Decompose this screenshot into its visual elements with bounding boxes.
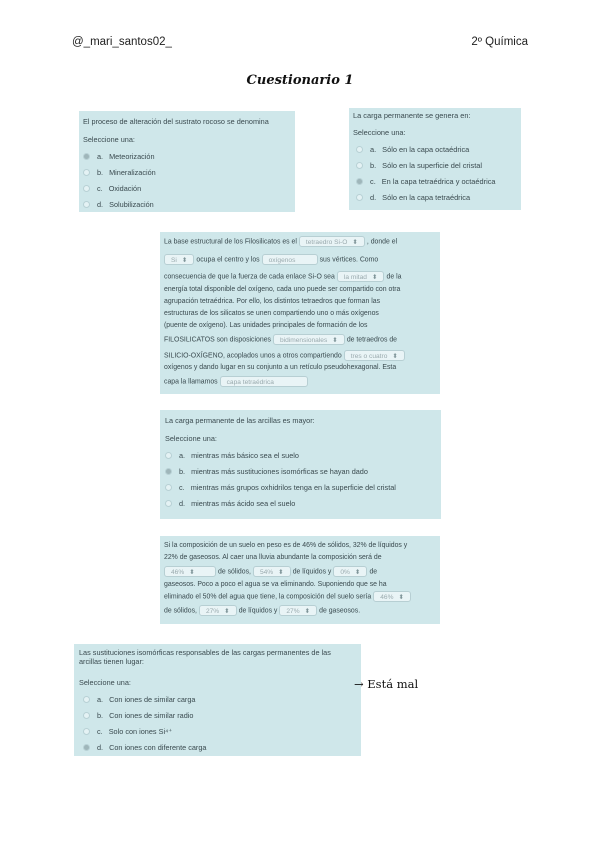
option-a[interactable]: a. mientras más básico sea el suelo: [165, 447, 437, 463]
page-title: Cuestionario 1: [246, 73, 354, 88]
course-label: 2º Química: [471, 36, 528, 48]
question-3: [160, 232, 440, 394]
cloze-text: agrupación tetraédrica. Por ello, los distintos tetraedros que forman las: [164, 297, 381, 305]
answer-dropdown[interactable]: 54% ⬍: [253, 566, 291, 577]
author-handle: @_mari_santos02_: [72, 36, 172, 48]
chevron-down-icon: ⬍: [398, 594, 404, 602]
cloze-text: de sólidos,: [218, 568, 251, 576]
chevron-down-icon: ⬍: [278, 569, 284, 577]
cloze-text: , donde el: [366, 238, 398, 246]
chevron-down-icon: ⬍: [189, 569, 195, 577]
radio-icon[interactable]: [356, 146, 363, 153]
cloze-text: de la: [386, 273, 402, 281]
question-5: [160, 536, 440, 624]
chevron-down-icon: ⬍: [371, 274, 378, 282]
radio-icon[interactable]: [83, 169, 90, 176]
radio-icon[interactable]: [83, 153, 90, 160]
cloze-text: de tetraedros de: [346, 336, 397, 344]
question-2: [349, 108, 521, 210]
cloze-text: de líquidos y: [238, 607, 278, 614]
cloze-text: sus vértices. Como: [319, 255, 379, 263]
question-text: La carga permanente de las arcillas es mayor:: [165, 416, 315, 425]
answer-dropdown[interactable]: 0% ⬍: [333, 566, 367, 577]
cloze-text: gaseosos. Poco a poco el agua se va eliminando. Suponiendo que se ha: [164, 580, 387, 588]
radio-icon[interactable]: [356, 178, 363, 185]
answer-dropdown[interactable]: tres o cuatro ⬍: [344, 350, 405, 361]
radio-icon[interactable]: [83, 744, 90, 751]
answer-input[interactable]: oxígenos: [262, 254, 318, 265]
radio-icon[interactable]: [83, 201, 90, 208]
option-a[interactable]: a. Con iones de similar carga: [79, 691, 357, 707]
answer-dropdown[interactable]: bidimensionales ⬍: [273, 334, 345, 345]
cloze-text: energía total disponible del oxígeno, cada uno puede ser compartido con otra: [164, 285, 401, 293]
answer-dropdown[interactable]: tetraedro Si-O ⬍: [299, 236, 365, 247]
select-prompt: Seleccione una:: [79, 678, 131, 688]
cloze-text: SILICIO-OXÍGENO, acoplados unos a otros compartiendo: [164, 352, 342, 360]
chevron-down-icon: ⬍: [224, 607, 230, 615]
select-prompt: Seleccione una:: [353, 128, 406, 138]
radio-icon[interactable]: [83, 728, 90, 735]
cloze-text: de gaseosos.: [319, 607, 361, 614]
option-d[interactable]: d. Solubilización: [83, 196, 291, 212]
cloze-text: FILOSILICATOS son disposiciones: [164, 336, 271, 344]
cloze-text: Si la composición de un suelo en peso es de 46% de sólidos, 32% de líquidos y: [164, 542, 408, 549]
option-a[interactable]: a. Meteorización: [83, 148, 291, 164]
option-c[interactable]: c. En la capa tetraédrica y octaédrica: [353, 174, 517, 190]
question-6: [74, 644, 361, 756]
option-b[interactable]: b. mientras más sustituciones isomórficas se hayan dado: [165, 463, 437, 479]
radio-icon[interactable]: [356, 162, 363, 169]
cloze-text: consecuencia de que la fuerza de cada enlace Si-O sea: [164, 273, 335, 281]
radio-icon[interactable]: [165, 500, 172, 507]
cloze-text: oxígenos y dando lugar en su conjunto a un retículo pseudohexagonal. Esta: [164, 364, 397, 372]
select-prompt: Seleccione una:: [165, 434, 217, 444]
cloze-text: de líquidos y: [292, 568, 332, 576]
radio-icon[interactable]: [356, 194, 363, 201]
chevron-down-icon: ⬍: [304, 607, 311, 615]
radio-icon[interactable]: [165, 484, 172, 491]
radio-icon[interactable]: [83, 185, 90, 192]
question-1: [79, 111, 295, 212]
chevron-down-icon: ⬍: [352, 239, 358, 246]
radio-icon[interactable]: [165, 468, 172, 475]
option-c[interactable]: c. mientras más grupos oxhidrilos tenga en la superficie del cristal: [165, 479, 437, 495]
radio-icon[interactable]: [83, 696, 90, 703]
option-b[interactable]: b. Sólo en la superficie del cristal: [353, 158, 517, 174]
question-text: La carga permanente se genera en:: [353, 111, 471, 120]
cloze-text: La base estructural de los Filosilicatos es el: [164, 238, 297, 246]
chevron-down-icon: ⬍: [181, 256, 188, 264]
select-prompt: Seleccione una:: [83, 135, 135, 145]
answer-input[interactable]: capa tetraédrica: [220, 376, 308, 387]
cloze-text: capa la llamamos: [164, 378, 218, 385]
cloze-text: 22% de gaseosos. Al caer una lluvia abundante la composición será de: [164, 554, 382, 562]
option-a[interactable]: a. Sólo en la capa octaédrica: [353, 142, 517, 158]
answer-dropdown[interactable]: 27% ⬍: [279, 605, 317, 616]
answer-dropdown[interactable]: 46% ⬍: [164, 566, 216, 577]
answer-dropdown[interactable]: la mitad ⬍: [337, 271, 385, 282]
chevron-down-icon: ⬍: [332, 337, 338, 345]
chevron-down-icon: ⬍: [392, 352, 398, 360]
cloze-text: ocupa el centro y los: [196, 255, 260, 263]
cloze-text: (puente de oxígeno). Las unidades principales de formación de los: [164, 322, 368, 330]
answer-dropdown[interactable]: 27% ⬍: [199, 605, 237, 616]
question-text: Las sustituciones isomórficas responsables de las cargas permanentes de las arcillas tienen lugar:: [79, 648, 331, 667]
answer-dropdown[interactable]: 46% ⬍: [373, 591, 411, 602]
chevron-down-icon: ⬍: [354, 569, 361, 577]
option-d[interactable]: d. mientras más ácido sea el suelo: [165, 495, 437, 511]
option-d[interactable]: d. Con iones con diferente carga: [79, 739, 357, 755]
radio-icon[interactable]: [83, 712, 90, 719]
radio-icon[interactable]: [165, 452, 172, 459]
handwritten-note: → Está mal: [354, 677, 419, 691]
option-b[interactable]: b. Mineralización: [83, 164, 291, 180]
cloze-text: estructuras de los silicatos se unen compartiendo uno o más oxígenos: [164, 310, 379, 317]
cloze-text: de: [369, 568, 378, 576]
cloze-text: eliminado el 50% del agua que tiene, la composición del suelo sería: [164, 593, 372, 601]
question-text: El proceso de alteración del sustrato rocoso se denomina: [83, 117, 269, 126]
option-d[interactable]: d. Sólo en la capa tetraédrica: [353, 190, 517, 206]
option-c[interactable]: c. Solo con iones Si⁴⁺: [79, 723, 357, 739]
option-b[interactable]: b. Con iones de similar radio: [79, 707, 357, 723]
answer-dropdown[interactable]: Si ⬍: [164, 254, 194, 265]
option-c[interactable]: c. Oxidación: [83, 180, 291, 196]
question-4: [160, 410, 441, 519]
cloze-text: de sólidos,: [164, 607, 197, 614]
